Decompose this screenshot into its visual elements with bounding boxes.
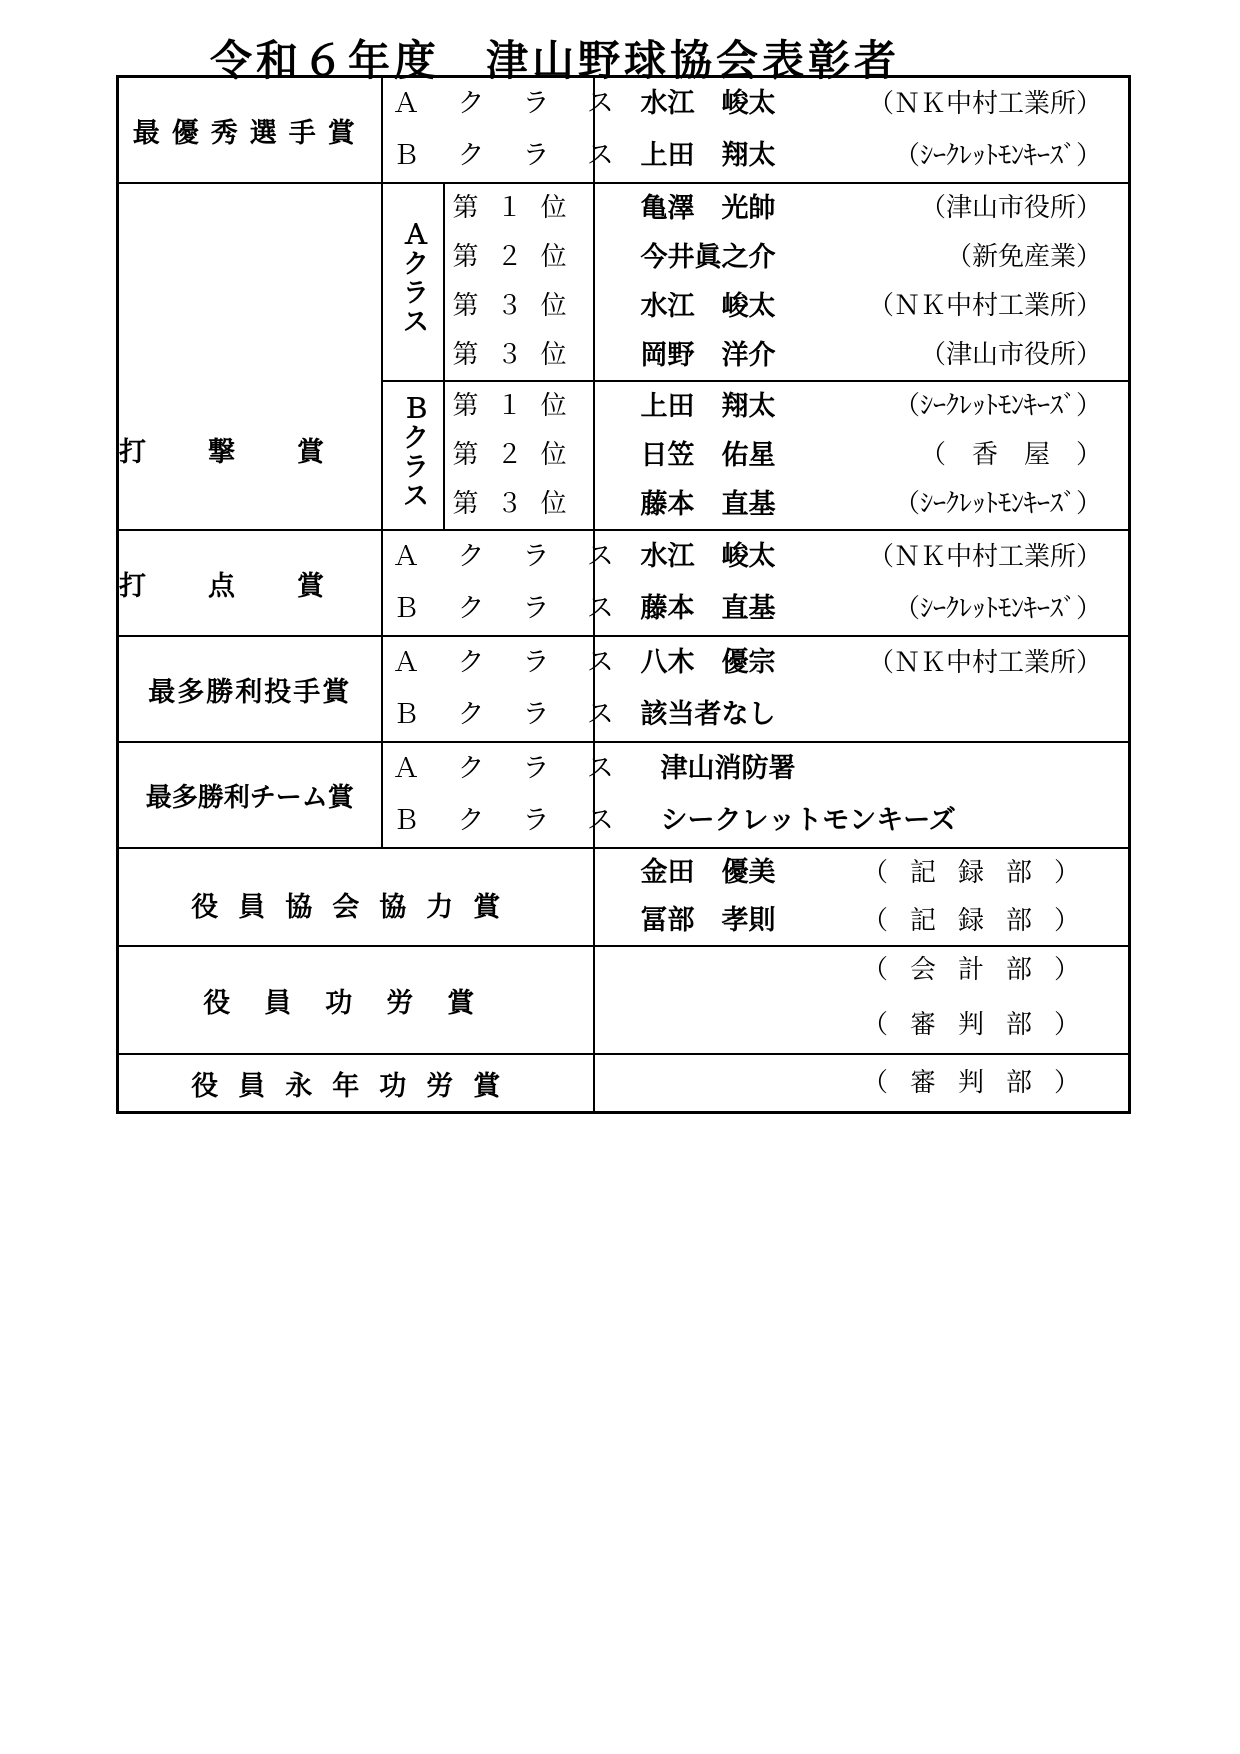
winner-org: （ｼｰｸﾚｯﾄﾓﾝｷｰｽﾞ） <box>894 489 1103 519</box>
winner-name: 今井眞之介 <box>640 242 776 273</box>
award-label-batting: 打撃賞 <box>118 183 382 530</box>
winner-name: 八木 優宗 <box>640 647 776 678</box>
batting-a-ranks <box>444 183 594 381</box>
rbi-row <box>118 530 1130 636</box>
mvp-row <box>118 77 1130 184</box>
winner-org: （ＮＫ中村工業所） <box>868 89 1103 119</box>
officer-coop-row <box>118 848 1130 946</box>
wins-team-row <box>118 742 1130 848</box>
rank-label: 第１位 <box>452 193 585 223</box>
award-label-officer-merit: 役員功労賞 <box>118 946 594 1054</box>
winner-org: （津山市役所） <box>920 193 1103 223</box>
winner-org: （会計部） <box>862 955 1103 985</box>
winner-entry <box>641 331 1129 380</box>
wins-pitcher-names-cell <box>594 636 1130 742</box>
class-vertical-label: Ａクラス <box>397 220 429 336</box>
wins-pitcher-class-cell <box>382 636 652 742</box>
winner-entry <box>661 743 1129 795</box>
winner-entry <box>641 480 1129 529</box>
winner-entry <box>641 637 1129 689</box>
officer-merit-row <box>118 946 1130 1054</box>
winner-org: （ＮＫ中村工業所） <box>868 648 1103 678</box>
winner-name: 藤本 直基 <box>640 489 776 520</box>
batting-b-ranks <box>444 381 594 530</box>
team-name: 津山消防署 <box>660 753 796 784</box>
winner-org: （審判部） <box>862 1068 1103 1098</box>
winner-entry <box>641 382 1129 431</box>
winner-name: 亀澤 光帥 <box>640 193 776 224</box>
winner-entry <box>641 689 1129 741</box>
officer-merit-names-cell <box>594 946 1130 1054</box>
wins-team-names-cell <box>594 742 1130 848</box>
rank-label: 第１位 <box>452 391 585 421</box>
winner-entry <box>641 947 1129 997</box>
winner-org: （審判部） <box>862 1010 1103 1040</box>
award-label-rbi: 打点賞 <box>118 530 382 636</box>
winner-name: 日笠 佑星 <box>640 440 776 471</box>
award-label-officer-coop: 役員協会協力賞 <box>118 848 594 946</box>
winner-org: （新免産業） <box>946 242 1103 272</box>
award-label-wins-team: 最多勝利チーム賞 <box>118 742 382 848</box>
class-label: Ｂクラス <box>392 593 652 624</box>
award-label-wins-pitcher: 最多勝利投手賞 <box>118 636 382 742</box>
winner-org: （ＮＫ中村工業所） <box>868 542 1103 572</box>
officer-coop-names-cell <box>594 848 1130 946</box>
winner-name: 水江 峻太 <box>640 88 776 119</box>
rbi-class-cell <box>382 530 652 636</box>
winner-entry <box>641 583 1129 635</box>
class-label: Ｂクラス <box>392 699 652 730</box>
class-vertical-label: Ｂクラス <box>397 393 429 510</box>
class-label: Ａクラス <box>392 647 652 678</box>
winner-org: （記録部） <box>862 906 1103 936</box>
officer-longterm-names-cell <box>594 1054 1130 1113</box>
winner-entry <box>641 184 1129 233</box>
batting-b-class <box>382 381 444 530</box>
rbi-names-cell <box>594 530 1130 636</box>
winner-org: （ｼｰｸﾚｯﾄﾓﾝｷｰｽﾞ） <box>894 391 1103 421</box>
batting-a-row <box>118 183 1130 381</box>
winner-org: （ｼｰｸﾚｯﾄﾓﾝｷｰｽﾞ） <box>894 594 1103 624</box>
batting-a-names <box>594 183 1130 381</box>
winner-entry <box>641 282 1129 331</box>
team-name: シークレットモンキーズ <box>660 805 956 836</box>
winner-entry <box>641 849 1129 897</box>
winner-entry <box>641 431 1129 480</box>
award-label-officer-longterm: 役員永年功労賞 <box>118 1054 594 1113</box>
winner-org: （津山市役所） <box>920 340 1103 370</box>
class-label: Ａクラス <box>392 541 652 572</box>
winner-entry <box>641 130 1129 182</box>
page-title: 令和６年度 津山野球協会表彰者 <box>210 36 901 85</box>
winner-name: 水江 峻太 <box>640 291 776 322</box>
class-label: Ａクラス <box>392 88 652 119</box>
mvp-class-cell <box>382 77 652 184</box>
winner-org: （ 香 屋 ） <box>920 440 1103 470</box>
rank-label: 第２位 <box>452 242 585 272</box>
winner-entry <box>641 531 1129 583</box>
winner-org: （ｼｰｸﾚｯﾄﾓﾝｷｰｽﾞ） <box>894 141 1103 171</box>
winner-org: （ＮＫ中村工業所） <box>868 291 1103 321</box>
mvp-names-cell <box>594 77 1130 184</box>
batting-a-class <box>382 183 444 381</box>
winner-entry <box>641 1055 1129 1111</box>
winner-entry <box>641 897 1129 945</box>
wins-team-class-cell <box>382 742 652 848</box>
winner-name: 上田 翔太 <box>640 391 776 422</box>
rank-label: 第３位 <box>452 291 585 321</box>
winner-name: 該当者なし <box>640 699 776 730</box>
winner-name: 冨部 孝則 <box>640 905 776 936</box>
award-label-mvp: 最優秀選手賞 <box>118 77 382 184</box>
officer-longterm-row <box>118 1054 1130 1113</box>
rank-label: 第３位 <box>452 340 585 370</box>
wins-pitcher-row <box>118 636 1130 742</box>
winner-org: （記録部） <box>862 858 1103 888</box>
winner-entry <box>641 78 1129 130</box>
winner-name: 水江 峻太 <box>640 541 776 572</box>
winner-entry <box>661 795 1129 847</box>
winner-entry <box>641 997 1129 1053</box>
winner-entry <box>641 233 1129 282</box>
rank-label: 第３位 <box>452 489 585 519</box>
winner-name: 金田 優美 <box>640 857 776 888</box>
class-label: Ｂクラス <box>392 805 652 836</box>
winner-name: 藤本 直基 <box>640 593 776 624</box>
rank-label: 第２位 <box>452 440 585 470</box>
class-label: Ａクラス <box>392 753 652 784</box>
winner-name: 岡野 洋介 <box>640 340 776 371</box>
awards-table <box>116 75 1131 1114</box>
class-label: Ｂクラス <box>392 140 652 171</box>
winner-name: 上田 翔太 <box>640 140 776 171</box>
batting-b-names <box>594 381 1130 530</box>
